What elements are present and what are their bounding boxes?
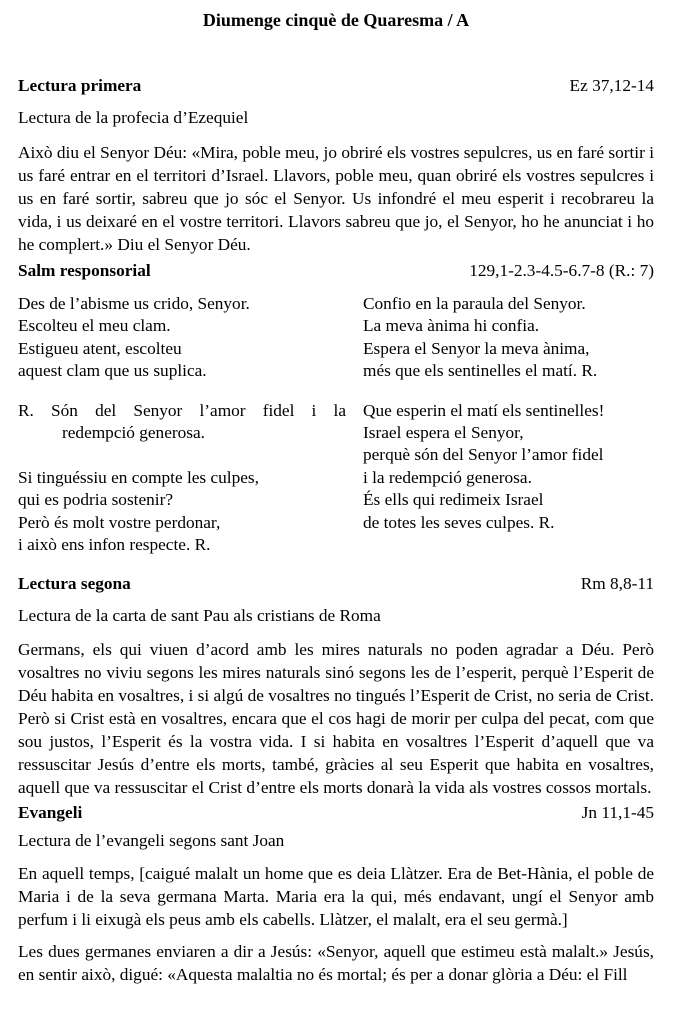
psalm-line: Però és molt vostre perdonar, [18, 512, 221, 532]
psalm-line: redempció generosa. [62, 423, 205, 443]
psalm-header [18, 260, 654, 281]
gospel-text [18, 862, 654, 986]
psalm-line: Que esperin el matí els sentinelles! [363, 400, 605, 420]
first-reading-text [18, 141, 654, 256]
psalm-columns [18, 293, 654, 556]
psalm-right-column [363, 293, 654, 556]
gospel-reference: Jn 11,1-45 [581, 803, 654, 823]
psalm-line: qui es podria sostenir? [18, 490, 174, 510]
psalm-line: més que els sentinelles el matí. R. [363, 361, 598, 381]
psalm-line: Confio en la paraula del Senyor. [363, 294, 586, 313]
second-reading-header [18, 573, 654, 594]
psalm-line [18, 444, 363, 466]
first-reading-reference: Ez 37,12-14 [569, 76, 654, 95]
psalm-line: Espera el Senyor la meva ànima, [363, 338, 590, 358]
second-reading-reference: Rm 8,8-11 [580, 574, 654, 594]
psalm-left-column [18, 293, 363, 556]
psalm-line: Si tinguéssiu en compte les culpes, [18, 467, 259, 487]
psalm-line [18, 383, 363, 400]
paragraph: Les dues germanes enviaren a dir a Jesús: «Senyor, aquell que estimeu està malalt.» Jesús, en sentir això, digué: «Aquesta malaltia no és mortal; és per a donar glòria a Déu: el Fill [18, 942, 654, 985]
first-reading-intro: Lectura de la profecia d’Ezequiel [18, 108, 249, 127]
gospel-header [18, 802, 654, 823]
psalm-line: perquè són del Senyor l’amor fidel [363, 445, 604, 465]
section-second-reading [18, 573, 654, 799]
psalm-line [363, 383, 654, 400]
first-reading-header [18, 75, 654, 96]
gospel-intro: Lectura de l’evangeli segons sant Joan [18, 831, 285, 851]
psalm-line: La meva ànima hi confia. [363, 316, 540, 336]
psalm-reference: 129,1-2.3-4.5-6.7-8 (R.: 7) [469, 261, 654, 280]
psalm-line: i això ens infon respecte. R. [18, 535, 211, 555]
section-gospel [18, 802, 654, 986]
psalm-line: Escolteu el meu clam. [18, 316, 171, 336]
psalm-line: R. Són del Senyor l’amor fidel i la [18, 400, 346, 420]
second-reading-text [18, 638, 654, 799]
psalm-line: Israel espera el Senyor, [363, 423, 524, 443]
second-reading-heading: Lectura segona [18, 574, 131, 594]
second-reading-intro: Lectura de la carta de sant Pau als cristians de Roma [18, 606, 381, 626]
section-first-reading [18, 75, 654, 256]
section-psalm [18, 260, 654, 556]
first-reading-heading: Lectura primera [18, 76, 142, 95]
gospel-heading: Evangeli [18, 803, 83, 823]
psalm-heading: Salm responsorial [18, 261, 151, 280]
paragraph: Germans, els qui viuen d’acord amb les mires naturals no poden agradar a Déu. Però vosaltres no viviu segons les mires naturals sinó segons les de l’esperit, perquè l’Esperit de Déu habita en vosaltres, i si algú de vosaltres no tingués l’Esperit de Crist, no seria de Crist. Però si Crist està en vosaltres, encara que el cos hagi de morir per culpa del pecat, com que sou justos, l’Esperit és la vostra vida. I si habita en vosaltres l’Esperit d’aquell que va ressuscitar Jesús d’entre els morts, també, gràcies al seu Esperit que habita en vosaltres, aquell que va ressuscitar el Crist d’entre els morts donarà la vida als vostres cossos mortals. [18, 640, 654, 798]
paragraph: Això diu el Senyor Déu: «Mira, poble meu, jo obriré els vostres sepulcres, us en faré sortir i us faré entrar en el territori d’Israel. Llavors, poble meu, quan obriré els vostres sepulcres i us en faré sortir, sabreu que jo sóc el Senyor. Us infondré el meu esperit i recobrareu la vida, i us deixaré en el vostre territori. Llavors sabreu que jo, el Senyor, ho he anunciat i ho he complert.» Diu el Senyor Déu. [18, 143, 654, 254]
psalm-line: És ells qui redimeix Israel [363, 490, 544, 510]
page-title: Diumenge cinquè de Quaresma / A [202, 10, 470, 30]
psalm-line: de totes les seves culpes. R. [363, 512, 555, 532]
psalm-line: aquest clam que us suplica. [18, 361, 207, 381]
psalm-line: Estigueu atent, escolteu [18, 338, 182, 358]
paragraph: En aquell temps, [caigué malalt un home que es deia Llàtzer. Era de Bet-Hània, el poble de Maria i de la seva germana Marta. Maria era la qui, més endavant, ungí el Senyor amb perfum i li eixugà els peus amb els cabells. Llàtzer, el malalt, era el seu germà.] [18, 864, 654, 930]
psalm-line: Des de l’abisme us crido, Senyor. [18, 294, 250, 313]
psalm-line: i la redempció generosa. [363, 467, 532, 487]
